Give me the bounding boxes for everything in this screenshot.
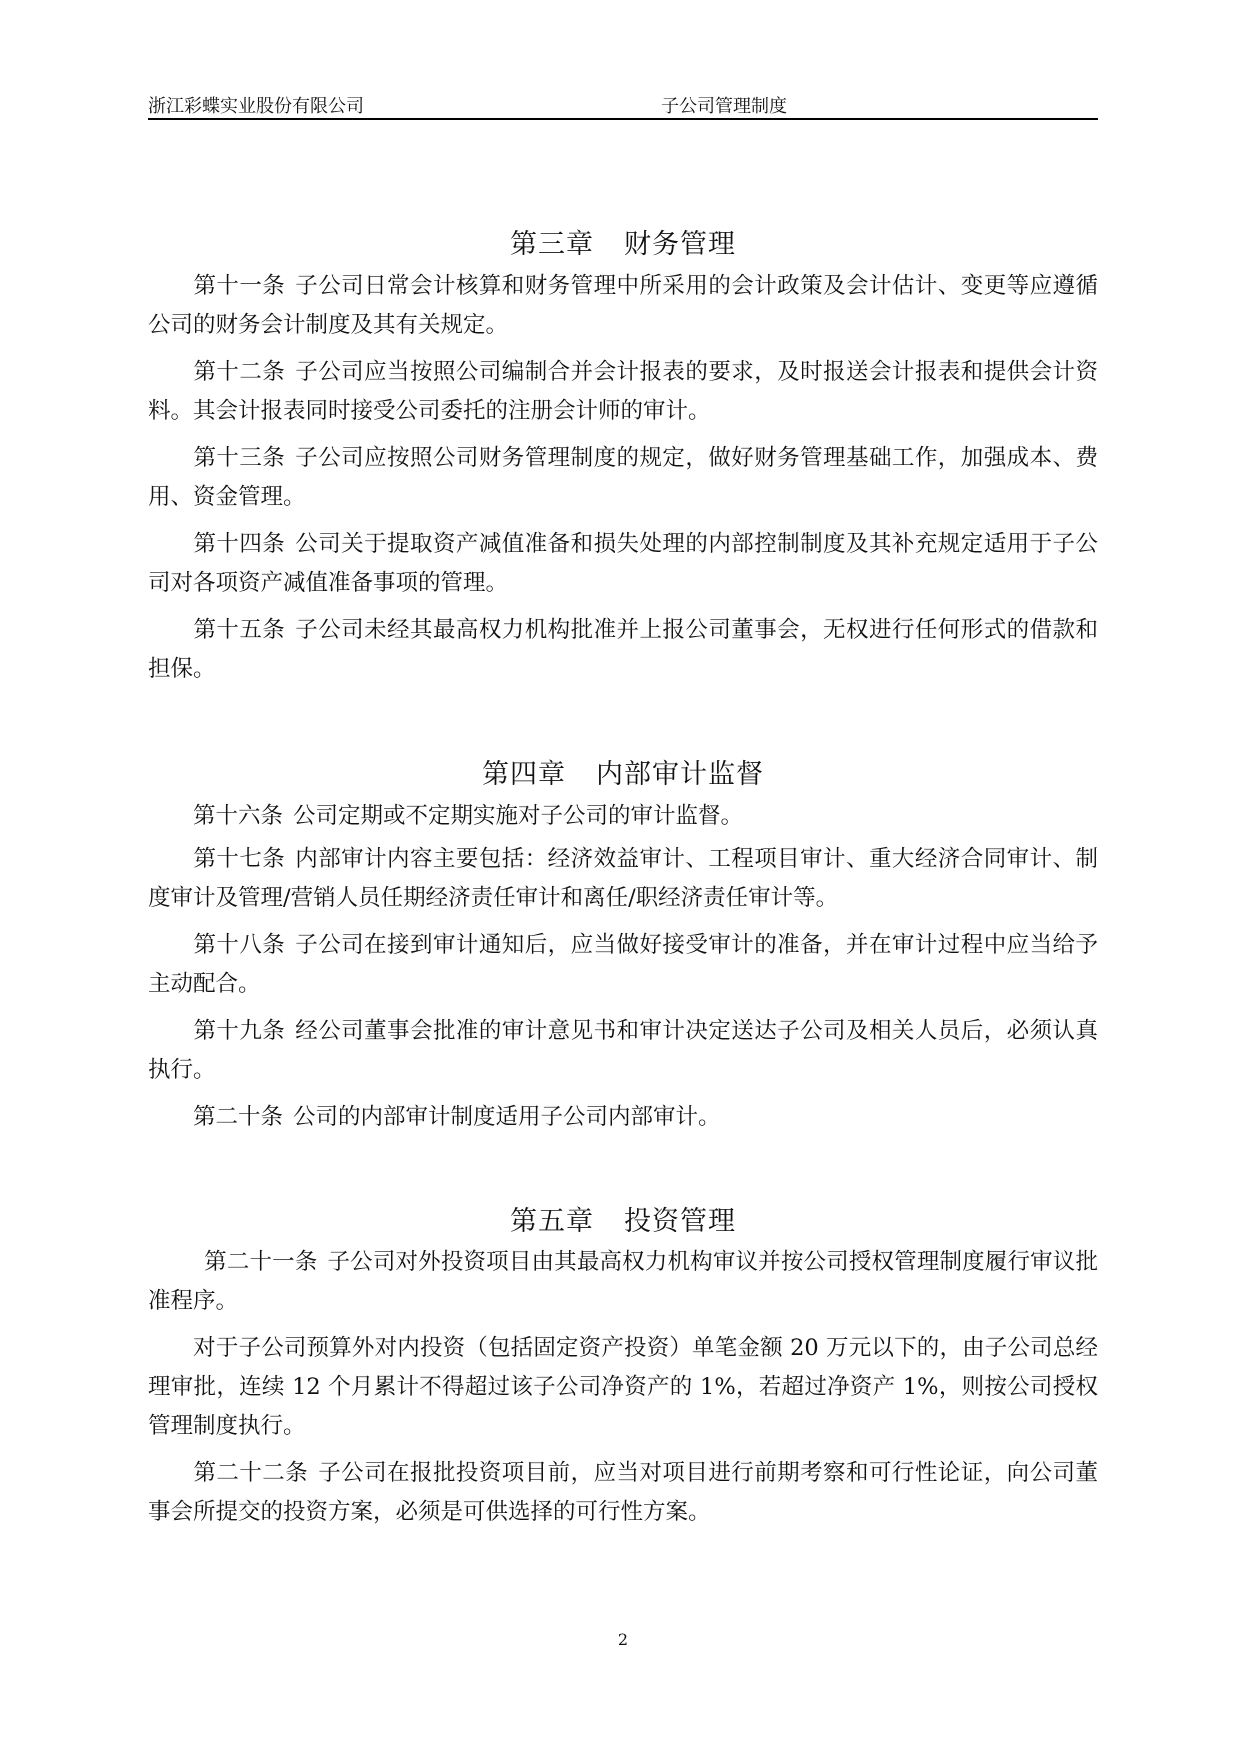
page-number: 2 <box>617 1630 629 1649</box>
chapter-heading <box>148 1199 1098 1238</box>
article-label: 第二十一条 <box>204 1249 318 1275</box>
article-label: 第十四条 <box>193 531 286 557</box>
header-doc-title: 子公司管理制度 <box>661 96 787 117</box>
chapter-number: 第四章 <box>482 759 566 790</box>
article-paragraph <box>148 1012 1098 1090</box>
article-paragraph <box>148 525 1098 603</box>
article-text: 对于子公司预算外对内投资（包括固定资产投资）单笔金额 20 万元以下的，由子公司总经理审批，连续 12 个月累计不得超过该子公司净资产的 1%，若超过净资产 1%，则按公司授权管理制度执行。 <box>148 1335 1098 1439</box>
article-label: 第十五条 <box>193 617 286 643</box>
chapter-title: 内部审计监督 <box>596 759 764 790</box>
article-label: 第十一条 <box>193 273 286 299</box>
header-company: 浙江彩蝶实业股份有限公司 <box>148 96 364 117</box>
article-label: 第十七条 <box>193 846 286 872</box>
chapter-title: 财务管理 <box>624 229 736 260</box>
article-text: 子公司在接到审计通知后，应当做好接受审计的准备，并在审计过程中应当给予主动配合。 <box>148 932 1098 997</box>
article-paragraph <box>148 267 1098 345</box>
article-paragraph <box>148 1243 1098 1321</box>
article-label: 第二十二条 <box>193 1460 309 1486</box>
article-text: 经公司董事会批准的审计意见书和审计决定送达子公司及相关人员后，必须认真执行。 <box>148 1018 1098 1083</box>
article-text: 公司关于提取资产减值准备和损失处理的内部控制制度及其补充规定适用于子公司对各项资产减值准备事项的管理。 <box>148 531 1098 596</box>
article-paragraph <box>148 1329 1098 1446</box>
article-text: 子公司日常会计核算和财务管理中所采用的会计政策及会计估计、变更等应遵循公司的财务会计制度及其有关规定。 <box>148 273 1098 338</box>
article-label: 第十六条 <box>193 803 284 829</box>
article-text: 公司定期或不定期实施对子公司的审计监督。 <box>293 803 744 829</box>
article-label: 第十八条 <box>193 932 286 958</box>
article-text: 子公司应按照公司财务管理制度的规定，做好财务管理基础工作，加强成本、费用、资金管理。 <box>148 445 1098 510</box>
article-paragraph <box>148 611 1098 689</box>
article-paragraph <box>148 439 1098 517</box>
article-paragraph <box>148 926 1098 1004</box>
article-text: 公司的内部审计制度适用子公司内部审计。 <box>293 1104 721 1130</box>
article-label: 第二十条 <box>193 1104 284 1130</box>
chapter-number: 第三章 <box>510 229 594 260</box>
chapter-heading <box>148 752 1098 791</box>
article-text: 子公司未经其最高权力机构批准并上报公司董事会，无权进行任何形式的借款和担保。 <box>148 617 1098 682</box>
article-paragraph <box>148 1454 1098 1532</box>
article-paragraph <box>148 797 1098 836</box>
article-label: 第十九条 <box>193 1018 286 1044</box>
article-text: 内部审计内容主要包括：经济效益审计、工程项目审计、重大经济合同审计、制度审计及管理/营销人员任期经济责任审计和离任/职经济责任审计等。 <box>148 846 1098 911</box>
chapter-title: 投资管理 <box>624 1206 736 1237</box>
article-text: 子公司在报批投资项目前，应当对项目进行前期考察和可行性论证，向公司董事会所提交的投资方案，必须是可供选择的可行性方案。 <box>148 1460 1098 1525</box>
chapter-heading <box>148 222 1098 261</box>
article-paragraph <box>148 353 1098 431</box>
article-label: 第十三条 <box>193 445 286 471</box>
article-paragraph <box>148 840 1098 918</box>
chapter-number: 第五章 <box>510 1206 594 1237</box>
article-text: 子公司对外投资项目由其最高权力机构审议并按公司授权管理制度履行审议批准程序。 <box>148 1249 1098 1314</box>
article-text: 子公司应当按照公司编制合并会计报表的要求，及时报送会计报表和提供会计资料。其会计报表同时接受公司委托的注册会计师的审计。 <box>148 359 1098 424</box>
article-label: 第十二条 <box>193 359 286 385</box>
page-header <box>148 88 1098 120</box>
article-paragraph <box>148 1098 1098 1137</box>
